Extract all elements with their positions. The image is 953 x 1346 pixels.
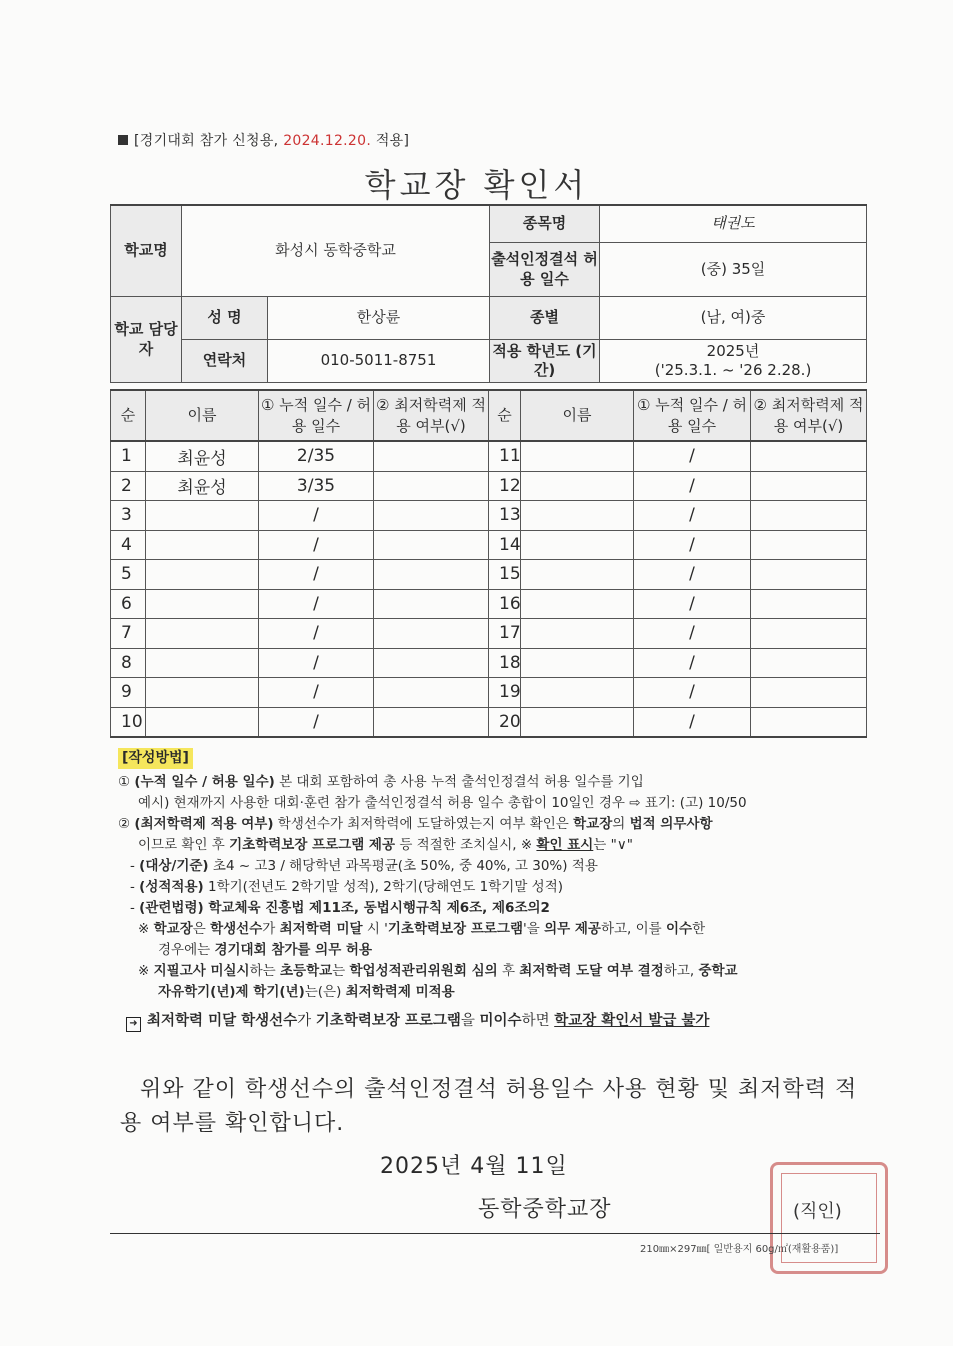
row-name	[146, 589, 259, 619]
col-days: ① 누적 일수 / 허용 일수	[259, 390, 374, 441]
row-name	[146, 648, 259, 678]
table-row	[111, 441, 867, 471]
method-line-10: ※ 지필고사 미실시하는 초등학교는 학업성적관리위원회 심의 후 최저학력 도달 여부 결정하고, 중학교	[138, 963, 738, 979]
row-days: /	[259, 678, 374, 708]
top-note: [경기대회 참가 신청용, 2024.12.20. 적용]	[118, 130, 409, 150]
absence-label: 출석인정결석 허용 일수	[490, 243, 600, 297]
document-title: 학교장 확인서	[364, 166, 589, 204]
table-row	[111, 471, 867, 501]
name-value: 한상륜	[268, 297, 490, 340]
row-min	[374, 707, 489, 737]
row-name	[521, 560, 634, 590]
school-value: 화성시 동학중학교	[182, 205, 490, 297]
row-name	[146, 560, 259, 590]
row-days: 3/35	[259, 471, 374, 501]
method-line-8: ※ 학교장은 학생선수가 최저학력 미달 시 '기초학력보장 프로그램'을 의무 제공하고, 이를 이수한	[138, 921, 706, 937]
row-no: 2	[111, 471, 146, 501]
type-label: 종별	[490, 297, 600, 340]
row-days: /	[634, 560, 751, 590]
seal-label: (직인)	[793, 1201, 842, 1222]
row-days: /	[259, 707, 374, 737]
info-table	[110, 204, 867, 383]
row-min	[374, 589, 489, 619]
contact-label: 연락처	[182, 340, 268, 383]
writing-method	[118, 748, 868, 1032]
col-min-2: ② 최저학력제 적용 여부(√)	[751, 390, 867, 441]
row-min	[374, 560, 489, 590]
row-days: /	[634, 441, 751, 471]
row-min	[751, 501, 867, 531]
school-label: 학교명	[111, 205, 182, 297]
row-days: /	[634, 619, 751, 649]
row-name	[521, 589, 634, 619]
year-value: 2025년	[706, 341, 760, 360]
table-row	[111, 619, 867, 649]
col-name: 이름	[146, 390, 259, 441]
confirm-text: 위와 같이 학생선수의 출석인정결석 허용일수 사용 현황 및 최저학력 적용 여부를 확인합니다.	[120, 1077, 858, 1136]
manager-label: 학교 담당자	[111, 297, 182, 383]
row-no: 16	[489, 589, 521, 619]
arrow-box-icon: ➜	[126, 1017, 141, 1032]
row-no: 15	[489, 560, 521, 590]
row-min	[751, 530, 867, 560]
roster-table	[110, 389, 867, 738]
row-no: 9	[111, 678, 146, 708]
row-name	[521, 648, 634, 678]
table-row	[111, 678, 867, 708]
row-no: 6	[111, 589, 146, 619]
table-row	[111, 648, 867, 678]
contact-value: 010-5011-8751	[268, 340, 490, 383]
table-row	[111, 530, 867, 560]
absence-value: (중) 35일	[600, 243, 867, 297]
col-days-2: ① 누적 일수 / 허용 일수	[634, 390, 751, 441]
row-days: /	[634, 471, 751, 501]
row-days: /	[634, 648, 751, 678]
row-min	[751, 471, 867, 501]
row-days: /	[634, 501, 751, 531]
sport-label: 종목명	[490, 205, 600, 243]
row-name	[521, 530, 634, 560]
row-name	[521, 619, 634, 649]
row-min	[751, 589, 867, 619]
table-row	[111, 560, 867, 590]
name-label: 성 명	[182, 297, 268, 340]
row-days: /	[259, 619, 374, 649]
row-no: 17	[489, 619, 521, 649]
row-name	[146, 619, 259, 649]
method-line-2: 예시) 현재까지 사용한 대회·훈련 참가 출석인정결석 허용 일수 총합이 10일인 경우 ⇨ 표기: (고) 10/50	[138, 795, 747, 811]
row-days: /	[634, 678, 751, 708]
row-no: 4	[111, 530, 146, 560]
method-line-9: 경우에는 경기대회 참가를 의무 허용	[158, 942, 373, 958]
top-note-date: 2024.12.20.	[283, 133, 372, 149]
method-tag: [작성방법]	[118, 748, 193, 769]
row-no: 12	[489, 471, 521, 501]
method-line-5: - (대상/기준) 초4 ~ 고3 / 해당학년 과목평균(초 50%, 중 40%, 고 30%) 적용	[130, 858, 598, 874]
row-name	[521, 471, 634, 501]
year-cell	[600, 340, 867, 383]
roster-header-row	[111, 390, 867, 441]
row-name	[521, 707, 634, 737]
row-days: /	[634, 707, 751, 737]
row-name	[521, 441, 634, 471]
row-min	[374, 530, 489, 560]
method-line-4: 이므로 확인 후 기초학력보장 프로그램 제공 등 적절한 조치실시, ※ 확인 표시는 "∨"	[138, 837, 633, 853]
row-min	[374, 678, 489, 708]
square-bullet-icon	[118, 135, 128, 145]
row-min	[374, 471, 489, 501]
row-min	[751, 678, 867, 708]
row-min	[751, 648, 867, 678]
row-days: /	[634, 589, 751, 619]
row-no: 18	[489, 648, 521, 678]
method-line-1: ① (누적 일수 / 허용 일수) 본 대회 포함하여 총 사용 누적 출석인정결석 허용 일수를 기입	[118, 774, 644, 790]
row-no: 13	[489, 501, 521, 531]
row-name	[521, 501, 634, 531]
row-name	[146, 707, 259, 737]
row-days: /	[259, 560, 374, 590]
col-no: 순	[111, 390, 146, 441]
confirm-date: 2025년 4월 11일	[380, 1154, 568, 1179]
table-row	[111, 589, 867, 619]
table-row	[111, 707, 867, 737]
warning-line: ➜ 최저학력 미달 학생선수가 기초학력보장 프로그램을 미이수하면 학교장 확인서 발급 불가	[118, 1011, 868, 1032]
row-no: 3	[111, 501, 146, 531]
row-min	[751, 619, 867, 649]
row-name	[521, 678, 634, 708]
row-no: 7	[111, 619, 146, 649]
roster-body	[111, 441, 867, 737]
row-min	[374, 501, 489, 531]
period-value: ('25.3.1. ~ '26 2.28.)	[654, 361, 812, 379]
row-no: 19	[489, 678, 521, 708]
row-days: /	[634, 530, 751, 560]
sport-value: 태권도	[600, 205, 867, 243]
row-min	[751, 707, 867, 737]
row-name: 최윤성	[146, 441, 259, 471]
row-no: 1	[111, 441, 146, 471]
row-name	[146, 501, 259, 531]
row-name	[146, 678, 259, 708]
row-days: /	[259, 589, 374, 619]
col-min: ② 최저학력제 적용 여부(√)	[374, 390, 489, 441]
method-line-3: ② (최저학력제 적용 여부) 학생선수가 최저학력에 도달하였는지 여부 확인은 학교장의 법적 의무사항	[118, 816, 713, 832]
row-no: 11	[489, 441, 521, 471]
row-min	[374, 441, 489, 471]
col-name-2: 이름	[521, 390, 634, 441]
row-min	[374, 648, 489, 678]
paper-spec: 210㎜×297㎜[ 일반용지 60g/㎡(재활용품)]	[640, 1244, 839, 1255]
footer-divider	[110, 1233, 880, 1234]
row-name: 최윤성	[146, 471, 259, 501]
row-days: /	[259, 648, 374, 678]
year-label: 적용 학년도 (기간)	[490, 340, 600, 383]
method-line-7: - (관련법령) 학교체육 진흥법 제11조, 동법시행규칙 제6조, 제6조의2	[130, 900, 550, 916]
row-days: /	[259, 501, 374, 531]
row-no: 20	[489, 707, 521, 737]
row-no: 5	[111, 560, 146, 590]
row-name	[146, 530, 259, 560]
row-no: 14	[489, 530, 521, 560]
method-line-6: - (성적적용) 1학기(전년도 2학기말 성적), 2학기(당해연도 1학기말 성적)	[130, 879, 564, 895]
row-min	[374, 619, 489, 649]
row-min	[751, 441, 867, 471]
type-value: (남, 여)중	[600, 297, 867, 340]
col-no-2: 순	[489, 390, 521, 441]
table-row	[111, 501, 867, 531]
principal-name: 동학중학교장	[478, 1197, 612, 1222]
method-line-11: 자유학기(년)제 학기(년)는(은) 최저학력제 미적용	[158, 984, 455, 1000]
row-no: 8	[111, 648, 146, 678]
row-days: /	[259, 530, 374, 560]
row-no: 10	[111, 707, 146, 737]
row-days: 2/35	[259, 441, 374, 471]
row-min	[751, 560, 867, 590]
